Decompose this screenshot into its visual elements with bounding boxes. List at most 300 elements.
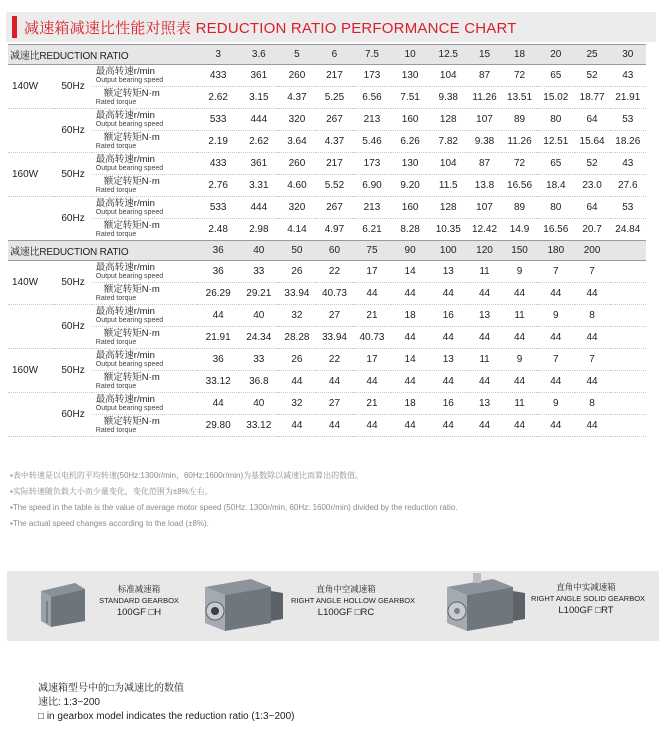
model-note-en: □ in gearbox model indicates the reduction ratio (1:3~200) (38, 711, 295, 722)
speed-value: 361 (239, 153, 278, 175)
hollow-gearbox-icon (201, 575, 287, 637)
speed-value: 17 (353, 261, 391, 283)
speed-value: 65 (537, 65, 575, 87)
torque-label (92, 327, 197, 349)
torque-label (92, 371, 197, 393)
ratio-value: 50 (278, 241, 316, 261)
speed-label-cn: 最高转速r/min (95, 65, 155, 77)
torque-value: 44 (278, 371, 316, 393)
speed-value: 13 (430, 349, 468, 371)
torque-row (8, 175, 646, 197)
torque-value: 44 (467, 327, 502, 349)
torque-value: 44 (502, 371, 537, 393)
torque-value: 3.15 (239, 87, 278, 109)
speed-value (610, 261, 646, 283)
note-en-1: ▪The speed in the table is the value of average motor speed (50Hz: 1300r/min, 60Hz: 1600r/min) divided by the reduction ratio. (10, 503, 458, 512)
torque-value: 2.62 (197, 87, 240, 109)
speed-label-cn: 最高转速r/min (95, 109, 155, 121)
speed-value: 361 (239, 65, 278, 87)
torque-value: 14.9 (502, 219, 537, 241)
speed-value: 22 (316, 349, 354, 371)
speed-label-en: Output bearing speed (95, 316, 164, 324)
speed-value: 128 (430, 109, 468, 131)
title-accent-bar (12, 16, 17, 38)
speed-label-cn: 最高转速r/min (95, 393, 155, 405)
ratio-value: 7.5 (353, 45, 391, 65)
standard-gearbox-icon (35, 581, 87, 629)
speed-value: 43 (610, 153, 646, 175)
torque-value: 44 (537, 283, 575, 305)
speed-value: 104 (430, 153, 468, 175)
title-bar (6, 12, 656, 42)
speed-value: 36 (197, 261, 240, 283)
speed-value: 44 (197, 393, 240, 415)
ratio-value: 36 (197, 241, 240, 261)
speed-value: 89 (502, 197, 537, 219)
speed-value: 72 (502, 153, 537, 175)
speed-row (8, 153, 646, 175)
speed-value: 104 (430, 65, 468, 87)
torque-label-en: Rated torque (95, 294, 137, 302)
torque-label-en: Rated torque (95, 426, 137, 434)
speed-value: 260 (278, 65, 316, 87)
torque-value: 6.90 (353, 175, 391, 197)
speed-label (92, 109, 197, 131)
speed-value: 130 (391, 65, 430, 87)
torque-value: 9.20 (391, 175, 430, 197)
torque-value: 5.46 (353, 131, 391, 153)
speed-value: 27 (316, 305, 354, 327)
torque-value: 44 (278, 415, 316, 437)
speed-value: 107 (467, 197, 502, 219)
torque-value: 29.80 (197, 415, 240, 437)
speed-label (92, 65, 197, 87)
speed-value: 9 (502, 261, 537, 283)
torque-value: 13.51 (502, 87, 537, 109)
speed-value: 13 (467, 393, 502, 415)
speed-label (92, 349, 197, 371)
torque-label (92, 175, 197, 197)
speed-value: 160 (391, 197, 430, 219)
note-cn-1: ▪表中转速是以电机的平均转速(50Hz:1300r/min，60Hz:1600r/min)为基数除以减速比而算出的数值。 (10, 471, 364, 480)
torque-value: 5.52 (316, 175, 354, 197)
gearbox-hollow-model: L100GF □RC (317, 607, 375, 618)
torque-value: 44 (391, 283, 430, 305)
speed-label-en: Output bearing speed (95, 360, 164, 368)
speed-label (92, 393, 197, 415)
torque-value: 26.29 (197, 283, 240, 305)
torque-value: 44 (575, 327, 610, 349)
ratio-header-row (8, 45, 646, 65)
torque-value: 20.7 (575, 219, 610, 241)
torque-value: 44 (430, 327, 468, 349)
frequency-label: 60Hz (54, 393, 92, 437)
torque-value: 5.25 (316, 87, 354, 109)
torque-value: 21.91 (197, 327, 240, 349)
ratio-value: 60 (316, 241, 354, 261)
gearbox-hollow-caption (291, 583, 416, 619)
gearbox-standard-model: 100GF □H (116, 607, 162, 618)
speed-value: 53 (610, 197, 646, 219)
speed-value: 26 (278, 261, 316, 283)
torque-value: 44 (430, 371, 468, 393)
speed-value: 65 (537, 153, 575, 175)
torque-value: 2.48 (197, 219, 240, 241)
ratio-header-label: 减速比REDUCTION RATIO (8, 241, 197, 261)
torque-value: 3.64 (278, 131, 316, 153)
torque-value: 9.38 (430, 87, 468, 109)
power-label (8, 109, 54, 153)
ratio-value: 150 (502, 241, 537, 261)
torque-value: 4.37 (316, 131, 354, 153)
speed-value: 213 (353, 109, 391, 131)
speed-value: 8 (575, 305, 610, 327)
speed-value: 72 (502, 65, 537, 87)
ratio-value (610, 241, 646, 261)
speed-value: 80 (537, 197, 575, 219)
gearbox-solid-caption (531, 581, 646, 617)
speed-value (610, 393, 646, 415)
torque-label-cn: 额定转矩N·m (103, 219, 160, 231)
torque-label-cn: 额定转矩N·m (103, 87, 160, 99)
speed-value: 64 (575, 109, 610, 131)
torque-label-cn: 额定转矩N·m (103, 283, 160, 295)
speed-row (8, 109, 646, 131)
torque-label-en: Rated torque (95, 186, 137, 194)
torque-value: 40.73 (316, 283, 354, 305)
torque-value: 44 (502, 327, 537, 349)
speed-value: 32 (278, 393, 316, 415)
speed-value: 444 (239, 109, 278, 131)
torque-value: 29.21 (239, 283, 278, 305)
speed-value: 22 (316, 261, 354, 283)
speed-label-cn: 最高转速r/min (95, 197, 155, 209)
speed-value: 7 (537, 261, 575, 283)
torque-label-en: Rated torque (95, 230, 137, 238)
torque-value: 44 (467, 283, 502, 305)
speed-row (8, 305, 646, 327)
torque-value: 33.94 (278, 283, 316, 305)
torque-label (92, 87, 197, 109)
torque-label (92, 131, 197, 153)
speed-value: 267 (316, 109, 354, 131)
speed-value: 7 (575, 261, 610, 283)
ratio-value: 25 (575, 45, 610, 65)
speed-value: 217 (316, 153, 354, 175)
speed-row (8, 197, 646, 219)
speed-value: 52 (575, 153, 610, 175)
speed-label-en: Output bearing speed (95, 76, 164, 84)
speed-value: 7 (575, 349, 610, 371)
torque-label (92, 219, 197, 241)
torque-value (610, 327, 646, 349)
torque-value: 27.6 (610, 175, 646, 197)
speed-label (92, 153, 197, 175)
speed-value (610, 305, 646, 327)
speed-value: 533 (197, 109, 240, 131)
speed-value: 21 (353, 393, 391, 415)
torque-value: 4.14 (278, 219, 316, 241)
frequency-label: 60Hz (54, 197, 92, 241)
frequency-label: 50Hz (54, 153, 92, 197)
ratio-value: 30 (610, 45, 646, 65)
torque-row (8, 371, 646, 393)
torque-value: 4.60 (278, 175, 316, 197)
torque-value: 2.62 (239, 131, 278, 153)
gearbox-solid-model: L100GF □RT (558, 605, 614, 616)
torque-value: 15.02 (537, 87, 575, 109)
torque-row (8, 327, 646, 349)
torque-value: 3.31 (239, 175, 278, 197)
torque-label-cn: 额定转矩N·m (103, 415, 160, 427)
speed-value: 8 (575, 393, 610, 415)
torque-label-cn: 额定转矩N·m (103, 371, 160, 383)
torque-value: 44 (502, 415, 537, 437)
torque-value: 36.8 (239, 371, 278, 393)
speed-value: 14 (391, 349, 430, 371)
torque-value: 18.26 (610, 131, 646, 153)
frequency-label: 50Hz (54, 261, 92, 305)
ratio-value: 90 (391, 241, 430, 261)
torque-value: 13.8 (467, 175, 502, 197)
speed-value: 533 (197, 197, 240, 219)
frequency-label: 60Hz (54, 109, 92, 153)
model-note-ratio: 速比: 1:3~200 (38, 697, 100, 708)
torque-value: 15.64 (575, 131, 610, 153)
torque-value: 18.77 (575, 87, 610, 109)
ratio-value: 200 (575, 241, 610, 261)
ratio-value: 120 (467, 241, 502, 261)
torque-value: 44 (537, 371, 575, 393)
ratio-value: 10 (391, 45, 430, 65)
speed-label-en: Output bearing speed (95, 120, 164, 128)
ratio-value: 5 (278, 45, 316, 65)
torque-value (610, 283, 646, 305)
speed-value: 173 (353, 153, 391, 175)
torque-value: 4.97 (316, 219, 354, 241)
ratio-value: 100 (430, 241, 468, 261)
torque-value: 16.56 (537, 219, 575, 241)
torque-value: 44 (391, 415, 430, 437)
torque-value: 2.19 (197, 131, 240, 153)
ratio-value: 12.5 (430, 45, 468, 65)
gearbox-standard-en: STANDARD GEARBOX (99, 596, 179, 605)
gearbox-standard-cn: 标准减速箱 (117, 584, 161, 594)
torque-value: 44 (316, 371, 354, 393)
speed-value: 89 (502, 109, 537, 131)
speed-value: 433 (197, 65, 240, 87)
gearbox-hollow-en: RIGHT ANGLE HOLLOW GEARBOX (291, 596, 416, 605)
speed-value: 433 (197, 153, 240, 175)
torque-value: 44 (391, 371, 430, 393)
torque-row (8, 131, 646, 153)
torque-value: 8.28 (391, 219, 430, 241)
torque-value: 44 (391, 327, 430, 349)
speed-row (8, 349, 646, 371)
speed-value: 80 (537, 109, 575, 131)
speed-value: 16 (430, 305, 468, 327)
power-label (8, 305, 54, 349)
speed-value: 33 (239, 261, 278, 283)
speed-value: 217 (316, 65, 354, 87)
torque-label-cn: 额定转矩N·m (103, 327, 160, 339)
speed-label-en: Output bearing speed (95, 164, 164, 172)
torque-label-cn: 额定转矩N·m (103, 131, 160, 143)
power-label: 140W (8, 261, 54, 305)
solid-gearbox-icon (443, 573, 527, 637)
torque-value: 44 (353, 283, 391, 305)
speed-row (8, 261, 646, 283)
speed-value: 260 (278, 153, 316, 175)
torque-value: 12.42 (467, 219, 502, 241)
gearbox-types-panel (7, 571, 659, 641)
torque-value: 11.26 (502, 131, 537, 153)
torque-value: 6.21 (353, 219, 391, 241)
speed-value: 130 (391, 153, 430, 175)
speed-value: 160 (391, 109, 430, 131)
ratio-value: 6 (316, 45, 354, 65)
torque-value: 18.4 (537, 175, 575, 197)
ratio-header-label: 减速比REDUCTION RATIO (8, 45, 197, 65)
torque-value: 2.76 (197, 175, 240, 197)
speed-value: 40 (239, 305, 278, 327)
torque-value: 24.34 (239, 327, 278, 349)
ratio-value: 40 (239, 241, 278, 261)
speed-value: 40 (239, 393, 278, 415)
torque-value: 44 (575, 415, 610, 437)
torque-value: 11.26 (467, 87, 502, 109)
torque-value: 6.26 (391, 131, 430, 153)
speed-value: 7 (537, 349, 575, 371)
speed-label-cn: 最高转速r/min (95, 261, 155, 273)
gearbox-solid-cn: 直角中实减速箱 (556, 582, 616, 592)
speed-value: 213 (353, 197, 391, 219)
torque-value: 9.38 (467, 131, 502, 153)
speed-label (92, 305, 197, 327)
torque-label-en: Rated torque (95, 382, 137, 390)
torque-value: 44 (575, 283, 610, 305)
speed-label-en: Output bearing speed (95, 208, 164, 216)
speed-label-en: Output bearing speed (95, 404, 164, 412)
ratio-value: 180 (537, 241, 575, 261)
speed-value: 18 (391, 305, 430, 327)
ratio-value: 18 (502, 45, 537, 65)
speed-value: 32 (278, 305, 316, 327)
speed-value: 36 (197, 349, 240, 371)
speed-label-cn: 最高转速r/min (95, 305, 155, 317)
torque-value: 40.73 (353, 327, 391, 349)
torque-value: 44 (316, 415, 354, 437)
speed-value: 9 (537, 305, 575, 327)
model-note-cn: 减速箱型号中的□为减速比的数值 (38, 683, 185, 694)
torque-value: 4.37 (278, 87, 316, 109)
gearbox-solid-en: RIGHT ANGLE SOLID GEARBOX (531, 594, 646, 603)
frequency-label: 50Hz (54, 349, 92, 393)
speed-value: 173 (353, 65, 391, 87)
torque-value: 44 (467, 415, 502, 437)
notes (10, 468, 458, 532)
ratio-value: 20 (537, 45, 575, 65)
torque-value: 12.51 (537, 131, 575, 153)
speed-value: 16 (430, 393, 468, 415)
speed-value: 107 (467, 109, 502, 131)
torque-value: 44 (430, 415, 468, 437)
speed-value: 267 (316, 197, 354, 219)
note-cn-2: ▪实际转速随负载大小而少量变化，变化范围为±8%左右。 (10, 487, 213, 496)
torque-value: 33.94 (316, 327, 354, 349)
torque-value: 10.35 (430, 219, 468, 241)
torque-value: 7.51 (391, 87, 430, 109)
speed-value: 13 (467, 305, 502, 327)
speed-value: 9 (502, 349, 537, 371)
speed-value: 17 (353, 349, 391, 371)
gearbox-hollow-cn: 直角中空减速箱 (316, 584, 376, 594)
torque-value: 44 (502, 283, 537, 305)
speed-value: 128 (430, 197, 468, 219)
speed-value: 33 (239, 349, 278, 371)
torque-value: 21.91 (610, 87, 646, 109)
torque-value: 44 (467, 371, 502, 393)
torque-value: 33.12 (197, 371, 240, 393)
speed-row (8, 393, 646, 415)
speed-value: 43 (610, 65, 646, 87)
power-label: 140W (8, 65, 54, 109)
torque-value: 11.5 (430, 175, 468, 197)
speed-value: 87 (467, 65, 502, 87)
speed-value: 11 (502, 305, 537, 327)
speed-value: 11 (467, 349, 502, 371)
reduction-ratio-table (8, 44, 646, 437)
speed-label-cn: 最高转速r/min (95, 153, 155, 165)
torque-label-en: Rated torque (95, 98, 137, 106)
speed-value: 444 (239, 197, 278, 219)
torque-value: 2.98 (239, 219, 278, 241)
torque-value: 28.28 (278, 327, 316, 349)
torque-row (8, 87, 646, 109)
model-note (38, 682, 294, 724)
speed-value: 26 (278, 349, 316, 371)
speed-value: 18 (391, 393, 430, 415)
torque-value: 44 (430, 283, 468, 305)
frequency-label: 50Hz (54, 65, 92, 109)
torque-value: 7.82 (430, 131, 468, 153)
speed-value: 44 (197, 305, 240, 327)
speed-value: 11 (502, 393, 537, 415)
speed-value: 13 (430, 261, 468, 283)
torque-value: 24.84 (610, 219, 646, 241)
torque-label-en: Rated torque (95, 338, 137, 346)
torque-value (610, 415, 646, 437)
speed-value: 27 (316, 393, 354, 415)
frequency-label: 60Hz (54, 305, 92, 349)
speed-value: 11 (467, 261, 502, 283)
speed-value: 64 (575, 197, 610, 219)
torque-value (610, 371, 646, 393)
torque-label (92, 283, 197, 305)
power-label (8, 197, 54, 241)
torque-value: 16.56 (502, 175, 537, 197)
power-label: 160W (8, 153, 54, 197)
speed-value: 53 (610, 109, 646, 131)
torque-value: 33.12 (239, 415, 278, 437)
speed-value: 320 (278, 109, 316, 131)
torque-label-en: Rated torque (95, 142, 137, 150)
page-title: 减速箱减速比性能对照表 REDUCTION RATIO PERFORMANCE CHART (24, 20, 517, 37)
torque-row (8, 283, 646, 305)
note-en-2: ▪The actual speed changes according to the load (±8%). (10, 519, 209, 528)
torque-row (8, 219, 646, 241)
torque-value: 6.56 (353, 87, 391, 109)
